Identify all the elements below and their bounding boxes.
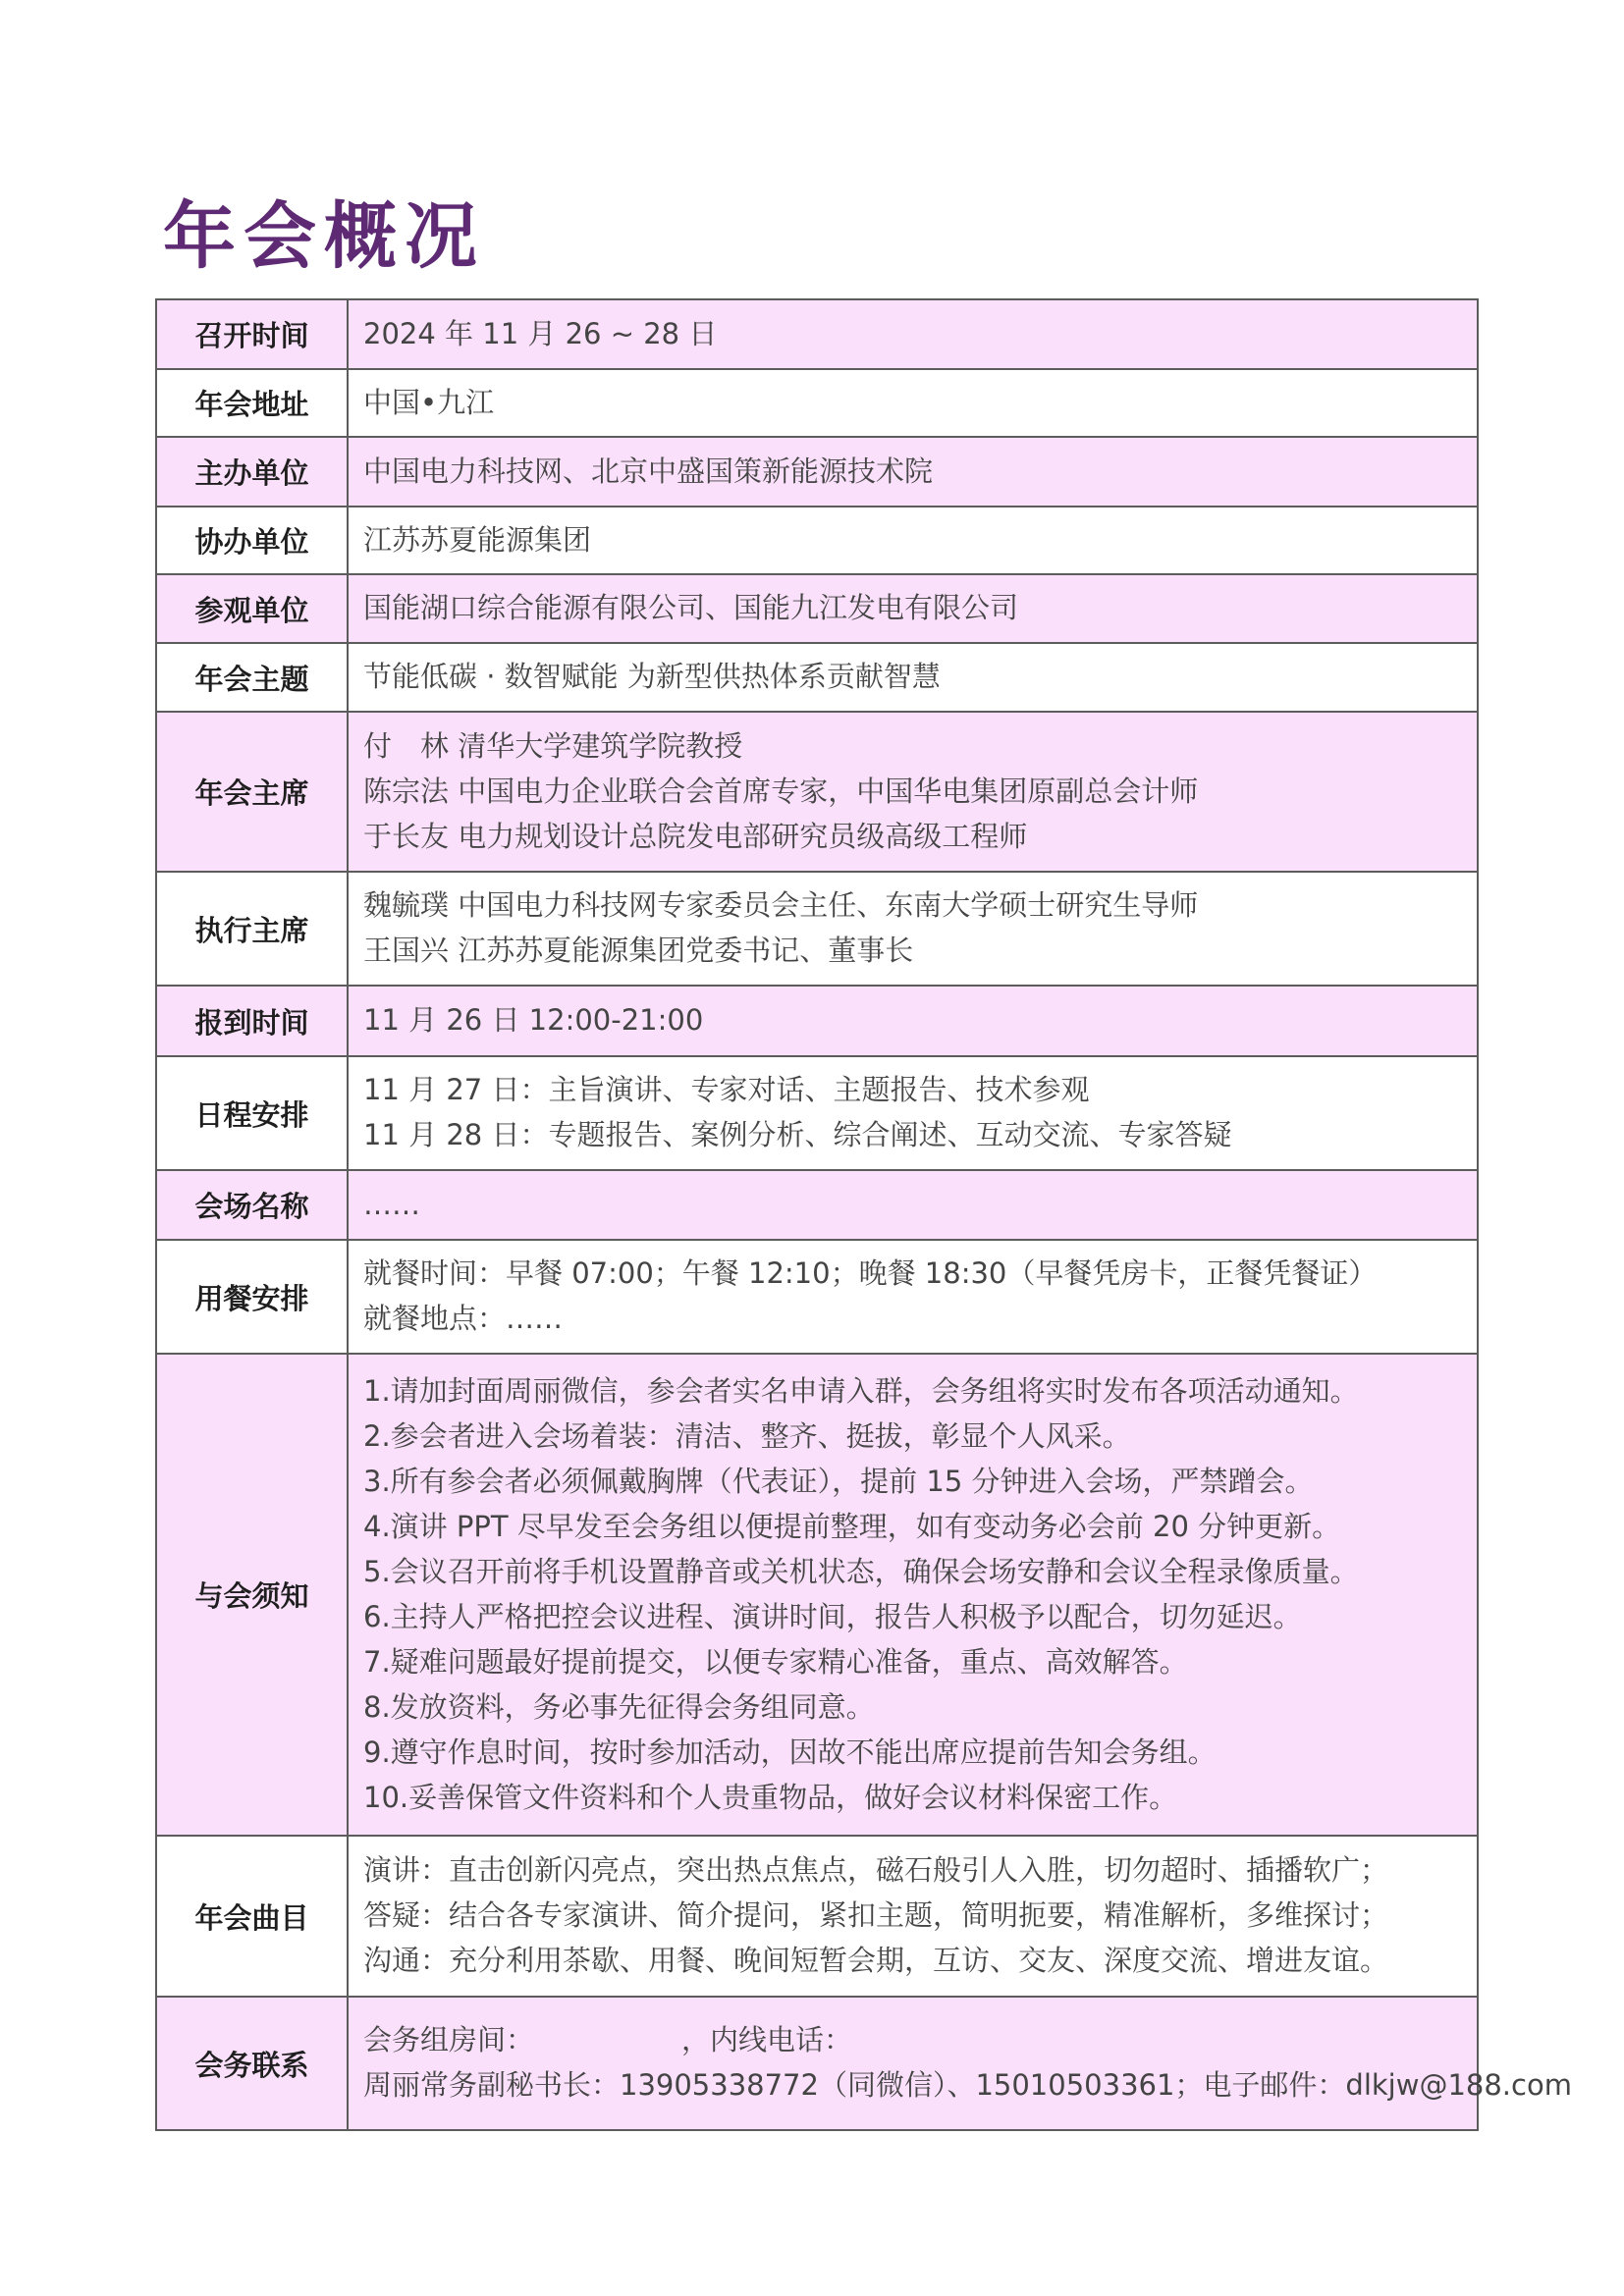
page-title: 年会概况 — [163, 194, 485, 279]
row-label: 参观单位 — [156, 574, 348, 643]
row-label: 会务联系 — [156, 1997, 348, 2130]
table-row — [156, 369, 1478, 437]
phone-label: ，内线电话： — [681, 2023, 853, 2056]
value-line: 演讲：直击创新闪亮点，突出热点焦点，磁石般引人入胜，切勿超时、插播软广； — [363, 1853, 1389, 1887]
value-line: 11 月 27 日：主旨演讲、专家对话、主题报告、技术参观 — [363, 1073, 1090, 1106]
value-line: 国能湖口综合能源有限公司、国能九江发电有限公司 — [363, 591, 1019, 624]
value-line: 3.所有参会者必须佩戴胸牌（代表证），提前 15 分钟进入会场，严禁蹭会。 — [363, 1464, 1314, 1498]
table-row — [156, 712, 1478, 872]
value-line: 答疑：结合各专家演讲、简介提问，紧扣主题，简明扼要，精准解析，多维探讨； — [363, 1898, 1389, 1932]
value-line: 6.主持人严格把控会议进程、演讲时间，报告人积极予以配合，切勿延迟。 — [363, 1599, 1302, 1633]
value-line: 2024 年 11 月 26 ~ 28 日 — [363, 316, 718, 350]
info-table-body — [156, 299, 1572, 2130]
value-line: 中国电力科技网、北京中盛国策新能源技术院 — [363, 454, 934, 488]
row-label: 报到时间 — [156, 986, 348, 1056]
value-line: 江苏苏夏能源集团 — [363, 522, 592, 557]
row-label: 协办单位 — [156, 507, 348, 574]
table-row — [156, 986, 1478, 1056]
value-line: 11 月 28 日：专题报告、案例分析、综合阐述、互动交流、专家答疑 — [363, 1118, 1232, 1151]
row-value — [348, 1354, 1478, 1836]
row-value — [348, 1170, 1478, 1240]
value-line: 就餐时间：早餐 07:00；午餐 12:10；晚餐 18:30（早餐凭房卡，正餐凭餐证） — [363, 1256, 1378, 1290]
info-table — [155, 298, 1572, 2131]
table-row — [156, 643, 1478, 712]
row-value — [348, 712, 1478, 872]
value-line: 7.疑难问题最好提前提交，以便专家精心准备，重点、高效解答。 — [363, 1644, 1188, 1679]
row-label: 年会主题 — [156, 643, 348, 712]
row-value — [348, 299, 1478, 369]
value-line: 9.遵守作息时间，按时参加活动，因故不能出席应提前告知会务组。 — [363, 1735, 1217, 1769]
row-label: 主办单位 — [156, 437, 348, 507]
value-line: 1.请加封面周丽微信，参会者实名申请入群，会务组将实时发布各项活动通知。 — [363, 1373, 1359, 1408]
value-line: 沟通：充分利用茶歇、用餐、晚间短暂会期，互访、交友、深度交流、增进友谊。 — [363, 1944, 1389, 1977]
row-label: 年会地址 — [156, 369, 348, 437]
row-value — [348, 643, 1478, 712]
table-row — [156, 299, 1478, 369]
row-value — [348, 986, 1478, 1056]
value-line: 8.发放资料，务必事先征得会务组同意。 — [363, 1689, 875, 1724]
value-line: 11 月 26 日 12:00-21:00 — [363, 1003, 704, 1037]
contact-line-details: 周丽常务副秘书长：13905338772（同微信）、15010503361；电子邮件：dlkjw@188.com — [363, 2068, 1572, 2102]
value-line: …… — [363, 1187, 420, 1221]
row-value — [348, 872, 1478, 986]
contact-line-room — [363, 2017, 1477, 2062]
value-line: 付 林 清华大学建筑学院教授 — [363, 728, 743, 763]
row-value — [348, 1056, 1478, 1170]
table-row — [156, 437, 1478, 507]
row-label: 与会须知 — [156, 1354, 348, 1836]
value-line: 王国兴 江苏苏夏能源集团党委书记、董事长 — [363, 934, 914, 967]
value-line: 4.演讲 PPT 尽早发至会务组以便提前整理，如有变动务必会前 20 分钟更新。 — [363, 1509, 1341, 1543]
value-line: 魏毓璞 中国电力科技网专家委员会主任、东南大学硕士研究生导师 — [363, 888, 1199, 922]
row-label: 年会主席 — [156, 712, 348, 872]
table-row — [156, 1056, 1478, 1170]
value-line: 10.妥善保管文件资料和个人贵重物品，做好会议材料保密工作。 — [363, 1780, 1178, 1814]
row-label: 用餐安排 — [156, 1240, 348, 1354]
row-value — [348, 1997, 1572, 2130]
table-row — [156, 507, 1478, 574]
value-line: 中国•九江 — [363, 385, 495, 419]
value-line: 节能低碳 · 数智赋能 为新型供热体系贡献智慧 — [363, 660, 941, 693]
value-line: 就餐地点：…… — [363, 1302, 564, 1335]
row-value — [348, 437, 1478, 507]
table-row — [156, 574, 1478, 643]
row-label: 日程安排 — [156, 1056, 348, 1170]
value-line: 5.会议召开前将手机设置静音或关机状态，确保会场安静和会议全程录像质量。 — [363, 1554, 1359, 1588]
room-label: 会务组房间： — [363, 2023, 535, 2056]
table-row — [156, 1354, 1478, 1836]
table-row — [156, 872, 1478, 986]
row-value — [348, 369, 1478, 437]
table-row — [156, 1170, 1478, 1240]
row-value — [348, 507, 1478, 574]
row-label: 会场名称 — [156, 1170, 348, 1240]
value-line: 陈宗法 中国电力企业联合会首席专家，中国华电集团原副总会计师 — [363, 774, 1199, 808]
row-value — [348, 1836, 1478, 1997]
value-line: 于长友 电力规划设计总院发电部研究员级高级工程师 — [363, 819, 1028, 853]
row-label: 召开时间 — [156, 299, 348, 369]
table-row — [156, 1240, 1478, 1354]
table-row — [156, 1836, 1478, 1997]
row-label: 执行主席 — [156, 872, 348, 986]
value-line: 2.参会者进入会场着装：清洁、整齐、挺拔，彰显个人风采。 — [363, 1418, 1131, 1453]
row-label: 年会曲目 — [156, 1836, 348, 1997]
table-row — [156, 1997, 1478, 2130]
row-value — [348, 574, 1478, 643]
row-value — [348, 1240, 1478, 1354]
